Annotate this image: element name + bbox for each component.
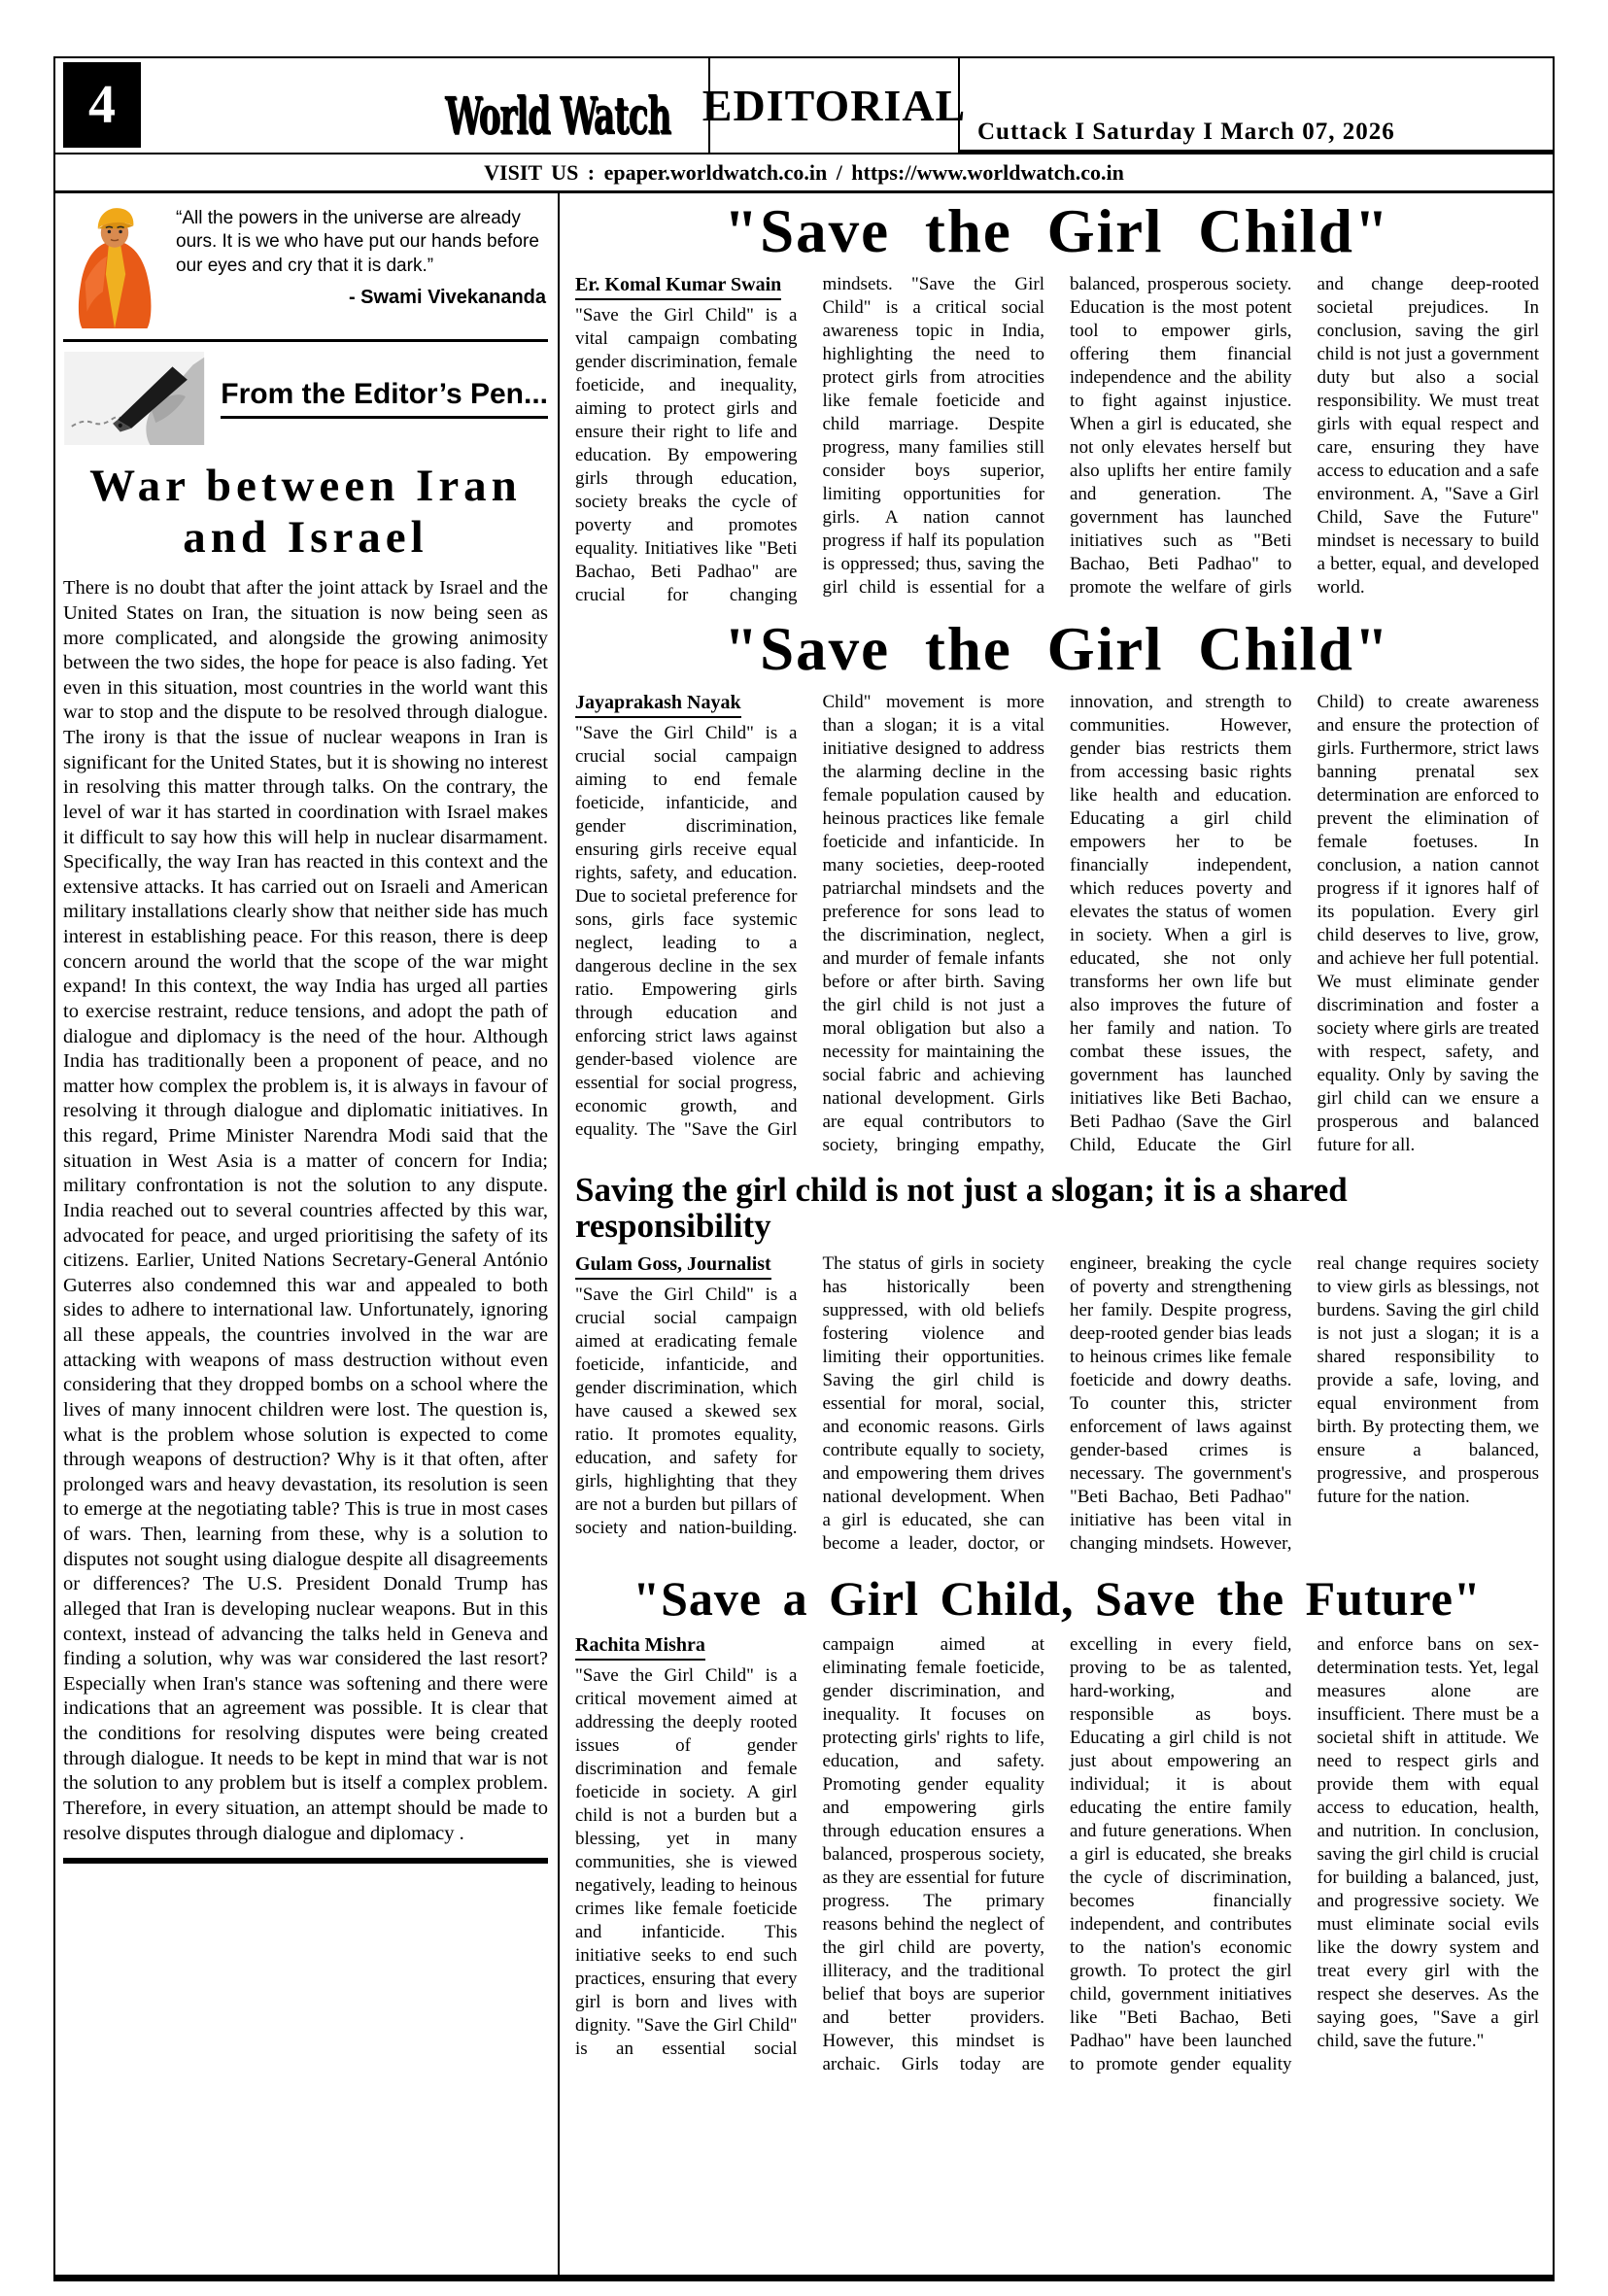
section-title: EDITORIAL xyxy=(708,58,960,153)
article-1-headline: "Save the Girl Child" xyxy=(724,197,1390,265)
quote-block xyxy=(176,203,546,311)
visit-us-line: VISIT US : epaper.worldwatch.co.in / https://www.worldwatch.co.in xyxy=(55,154,1553,193)
editorial-body: There is no doubt that after the joint attack by Israel and the United States on Iran, the situation is now being seen as more complicated, and alongside the growing animosity between the two sides, the hope for peace is also fading. Yet even in this situation, most countries in the world want this war to stop and the dispute to be resolved through dialogue. The irony is that the issue of nuclear weapons in Iran is significant for the United States, but it is showing no interest in resolving this matter through talks. On the contrary, the level of war it has started in coordination with Israel makes it difficult to say how this will help in nuclear disarmament. Specifically, the way Iran has reacted in this context and the extensive attacks. It has carried out on Israeli and American military installations clearly show that neither side has much interest in establishing peace. For this reason, there is deep concern around the world that the scope of the war might expand! In this context, the way India has urged all parties to exercise restraint, reduce tensions, and adopt the path of dialogue and diplomacy is the need of the hour. Although India has traditionally been a proponent of peace, and no matter how complex the problem is, it is always in favour of resolving it through dialogue and diplomatic initiatives. In this regard, Prime Minister Narendra Modi said that the situation in West Asia is a matter of concern for India; military confrontation is not the solution to any dispute. India reached out to several countries affected by this war, advocated for peace, and urged prioritising the safety of its citizens. Earlier, United Nations Secretary-General António Guterres also condemned this war and appealed to both sides to adhere to international law. Unfortunately, ignoring all these appeals, the countries involved in the war are attacking with weapons of mass destruction without even considering that they dropped bombs on a school where the lives of many innocent children were lost. The question is, what is the problem whose solution is expected to come through weapons of destruction? Why is it that often, after prolonged wars and heavy devastation, its resolution is seen to emerge at the negotiating table? This is true in most cases of wars. Then, learning from these, why is a solution to disputes not sought using dialogue despite all disagreements or differences? The U.S. President Donald Trump has alleged that Iran is developing nuclear weapons. But in this context, instead of advancing the talks held in Geneva and finding a solution, why was war considered the last resort? Especially when Iran's stance was softening and there were indications that an agreement was possible. It is clear that the conditions for resolving disputes were being created through dialogue. It needs to be kept in mind that war is not the solution to any problem but is itself a complex problem. Therefore, in every situation, an attempt should be made to resolve disputes through dialogue and diplomacy . xyxy=(63,577,548,1844)
article-2-headline: "Save the Girl Child" xyxy=(724,615,1390,684)
swami-vivekananda-image xyxy=(65,203,164,331)
editors-pen-image xyxy=(63,352,205,445)
quote-box xyxy=(63,193,548,342)
article-4-body: "Save the Girl Child" is a critical movement aimed at addressing the deeply rooted issues of gender discrimination and female foeticide in society. A girl child is not a burden but a blessing, yet in many communities, she is viewed negatively, leading to heinous crimes like female foeticide and infanticide. This initiative seeks to end such practices, ensuring that every girl is born and lives with dignity. "Save the Girl Child" is an essential social campaign aimed at eliminating female foeticide, gender discrimination, and inequality. It focuses on protecting girls' rights to life, education, and safety. Promoting gender equality and empowering girls through education ensures a balanced, prosperous society, as they are essential for future progress. The primary reasons behind the neglect of the girl child are poverty, illiteracy, and the traditional belief that boys are superior and better providers. However, this mindset is archaic. Girls today are excelling in every field, proving to be as talented, hard-working, and responsible as boys. Educating a girl child is not just about empowering an individual; it is about educating the entire family and future generations. When a girl is educated, she breaks the cycle of discrimination, becomes financially independent, and contributes to the nation's economic growth. To protect the girl child, government initiatives like "Beti Bachao, Beti Padhao" have been launched to promote gender equality and enforce bans on sex-determination tests. Yet, legal measures alone are insufficient. There must be a societal shift in attitude. We need to respect girls and provide them with equal access to education, health, and nutrition. In conclusion, saving the girl child is crucial for building a balanced, just, and progressive society. We must eliminate social evils like the dowry system and treat every girl with the respect she deserves. As the saying goes, "Save a girl child, save the future." xyxy=(575,1634,1539,2075)
left-column xyxy=(55,193,558,2275)
article-4-headline: "Save a Girl Child, Save the Future" xyxy=(633,1570,1482,1626)
article-3-headline: Saving the girl child is not just a slogan; it is a shared responsibility xyxy=(575,1171,1348,1246)
article-1 xyxy=(575,273,1539,607)
quote-attribution: - Swami Vivekananda xyxy=(348,286,546,308)
main-content xyxy=(55,193,1553,2275)
article-2-body: "Save the Girl Child" is a crucial social campaign aiming to end female foeticide, infanticide, and gender discrimination, ensuring girls receive equal rights, safety, and education. Due to societal preference for sons, girls face systemic neglect, leading to a dangerous decline in the sex ratio. Empowering girls through education and enforcing strict laws against gender-based violence are essential for social progress, economic growth, and equality. The "Save the Girl Child" movement is more than a slogan; it is a vital initiative designed to address the alarming decline in the female population caused by heinous practices like female foeticide and infanticide. In many societies, deep-rooted patriarchal mindsets and the preference for sons lead to the discrimination, neglect, and murder of female infants before or after birth. Saving the girl child is not just a moral obligation but also a necessity for maintaining the social fabric and achieving national development. Girls are equal contributors to society, bringing empathy, innovation, and strength to communities. However, gender bias restricts them from accessing basic rights like health and education. Educating a girl child empowers her to be financially independent, which reduces poverty and elevates the status of women in society. When a girl is educated, she not only transforms her own life but also improves the future of her family and nation. To combat these issues, the government has launched initiatives like Beti Bachao, Beti Padhao (Save the Girl Child, Educate the Girl Child) to create awareness and ensure the protection of girls. Furthermore, strict laws banning prenatal sex determination are enforced to prevent the elimination of female foetuses. In conclusion, a nation cannot progress if it ignores half of its population. Every girl child deserves to live, grow, and achieve her full potential. We must eliminate gender discrimination and foster a society where girls are treated with respect, safety, and equality. Only by saving the girl child can we ensure a prosperous and balanced future for all. xyxy=(575,692,1539,1156)
masthead xyxy=(407,58,708,153)
world-watch-logo: World Watch xyxy=(445,86,670,147)
page-number: 4 xyxy=(63,62,141,148)
article-4-byline: Rachita Mishra xyxy=(575,1633,705,1661)
header-spacer xyxy=(141,58,407,153)
dateline: Cuttack I Saturday I March 07, 2026 xyxy=(960,119,1553,153)
article-3 xyxy=(575,1252,1539,1556)
editors-pen-kicker: From the Editor’s Pen... xyxy=(221,378,548,419)
article-1-byline: Er. Komal Kumar Swain xyxy=(575,273,781,300)
page-header xyxy=(55,58,1553,154)
article-3-body: "Save the Girl Child" is a crucial social campaign aimed at eradicating female foeticide, infanticide, and gender discrimination, which have caused a skewed sex ratio. It promotes equality, education, and safety for girls, highlighting that they are not a burden but pillars of society and nation-building. The status of girls in society has historically been suppressed, with old beliefs fostering violence and limiting their opportunities. Saving the girl child is essential for moral, social, and economic reasons. Girls contribute equally to society, and empowering them drives national development. When a girl is educated, she can become a leader, doctor, or engineer, breaking the cycle of poverty and strengthening her family. Despite progress, deep-rooted gender bias leads to heinous crimes like female foeticide and dowry deaths. To counter this, stricter enforcement of laws against gender-based crimes is necessary. The government's "Beti Bachao, Beti Padhao" initiative has been vital in changing mindsets. However, real change requires society to view girls as blessings, not burdens. Saving the girl child is not just a slogan; it is a shared responsibility to provide a safe, loving, and equal environment from birth. By protecting them, we ensure a balanced, progressive, and prosperous future for the nation. xyxy=(575,1252,1539,1554)
article-2 xyxy=(575,691,1539,1157)
editors-pen-header xyxy=(63,342,548,451)
right-column xyxy=(558,193,1553,2275)
editorial-headline: War between Iran and Israel xyxy=(89,461,522,563)
dateline-cell xyxy=(960,58,1553,153)
newspaper-page xyxy=(53,56,1555,2281)
article-4 xyxy=(575,1633,1539,2076)
article-1-body: "Save the Girl Child" is a vital campaign combating gender discrimination, female foeticide, and inequality, aiming to protect girls and ensure their right to life and education. By empowering girls through education, society breaks the cycle of poverty and promotes equality. Initiatives like "Beti Bachao, Beti Padhao" are crucial for changing mindsets. "Save the Girl Child" is a critical social awareness topic in India, highlighting the need to protect girls from atrocities like female foeticide and child marriage. Despite progress, many families still consider boys superior, limiting opportunities for girls. A nation cannot progress if half its population is oppressed; thus, saving the girl child is essential for a balanced, prosperous society. Education is the most potent tool to empower girls, offering them financial independence and the ability to fight against injustice. When a girl is educated, she not only elevates herself but also uplifts her entire family and generation. The government has launched initiatives such as "Beti Bachao, Beti Padhao" to promote the welfare of girls and change deep-rooted societal prejudices. In conclusion, saving the girl child is not just a government duty but also a social responsibility. We must treat girls with equal respect and care, ensuring they have access to education and a safe environment. A, "Save a Girl Child, Save the Future" mindset is necessary to build a better, equal, and developed world. xyxy=(575,274,1539,606)
article-2-byline: Jayaprakash Nayak xyxy=(575,691,741,718)
article-3-byline: Gulam Goss, Journalist xyxy=(575,1252,771,1280)
editorial-end-rule xyxy=(63,1858,548,1864)
quote-text: “All the powers in the universe are already ours. It is we who have put our hands before our eyes and cry that it is dark.” xyxy=(176,208,539,276)
